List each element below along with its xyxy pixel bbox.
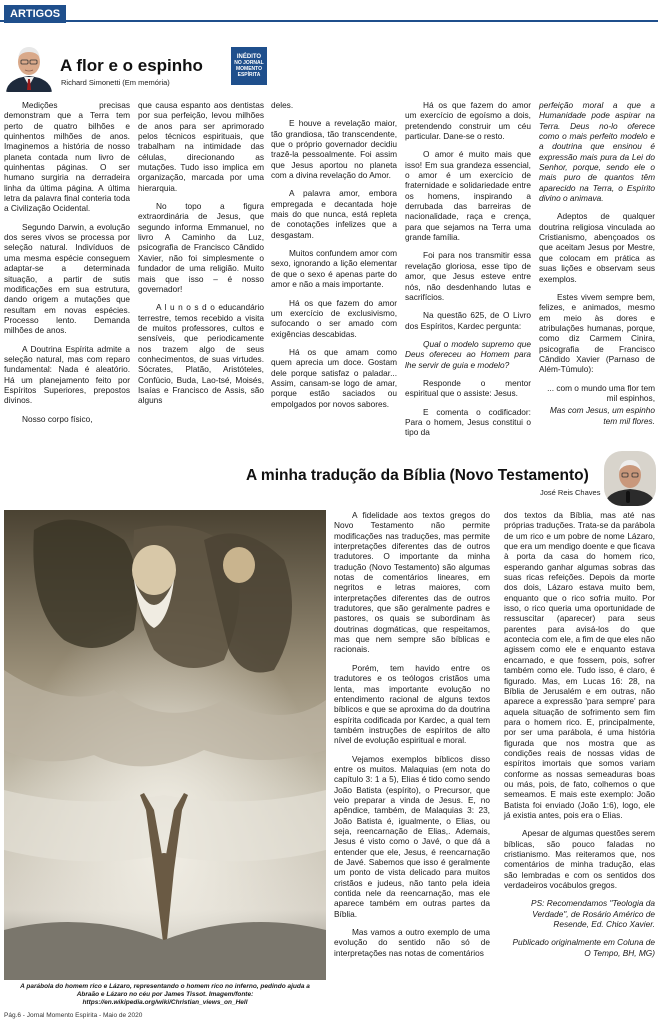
poem-line: Mas com Jesus, um espinho tem mil flores. [549,405,655,426]
painting-rich-man-and-lazarus [4,510,326,980]
paragraph: Adeptos de qualquer doutrina religiosa vinculada ao Cristianismo, abençoados os que aceitam Jesus por Mestre, que colocam em prática as suas lições e observam seus exemplos. [539,211,655,284]
author-photo-chaves [604,451,656,506]
article-column [271,100,397,417]
paragraph: Vejamos exemplos bíblicos disso entre os muitos. Malaquias (em nota do capítulo 3: 1 a 5), Elias é tido como sendo João Batista (espírito), o Precursor, que veio preparar a vinda de Jesus. E, no apêndice, também, de Malaquias 3: 23, João Batista é, igualmente, o Elias, ou seja, reencarnação de Elias,. Ademais, Jesus é visto como o Javé, o que dá a entender que ele, Jesus, é reencarnação de Javé. Sabemos que isso é geralmente um ponto de vista delicado para muitos cristãos e judeus, não tanto pela ideia contida nele da reencarnação, mas ele aparece também em outras partes da Bíblia. [334,753,490,919]
badge-line: INÉDITO [236,54,262,60]
paragraph: dos textos da Bíblia, mas até nas próprias traduções. Trata-se da parábola de um rico e um pobre de nome Lázaro, que era um mendigo doente e que ficava à porta da casa do homem rico, esperando ganhar algumas sobras das suas ricas refeições. Depois da morte dos dois, Lázaro estava muito bem, enquanto que o rico sofria muito. Por isso, o rico queria uma oportunidade de ressuscitar (aparecer) para seus parentes para avisá-los do que acontecia com ele, a fim de que eles não agissem como ele e enquanto estava encarnado, e que fossem, pois, sofrer também como ele. Tudo isso, é claro, é figurado. Mas, em Lucas 16: 28, na Bíblia de Jerusalém e em outras, não aparece a expressão 'para sempre' para aquela situação de sofrimento sem fim para o homem rico. E, principalmente, por ser uma parábola, é uma história figurada que nos mostra que as condições reais de nossas vidas de espíritos imortais que somos variam conforme as nossas semeaduras boas ou más, pois, de fato, colhemos o que semeamos. E mais este exemplo: João Batista foi enviado (João 1:6), logo, ele já existia antes, pois era o Elias. [504,510,655,820]
article-column [138,100,264,414]
paragraph: Porém, tem havido entre os tradutores e os teólogos cristãos uma lenta, mas importante evolução no entendimento racional de alguns textos bíblicos e que se aproxima do da doutrina espírita codificada por Kardec, a qual tem também instruções de espíritos de alto nível de evolução espiritual e moral. [334,662,490,746]
paragraph: Apesar de algumas questões serem bíblicas, são pouco faladas no cristianismo. Mas reiteramos que, nos comentários de minha tradução, elas são lembradas e com os sentidos dos verdadeiros vocábulos gregos. [504,828,655,891]
paragraph: E comenta o codificador: Para o homem, Jesus constitui o tipo da [405,406,531,438]
article-column [334,510,490,966]
paragraph: No topo a figura extraordinária de Jesus, que segundo informa Emmanuel, no livro A Caminho da Luz, psicografia de Francisco Cândido Xavier, não foi simplesmente o fundador de uma religião. Muito mais que isso – é nosso governador! [138,201,264,294]
article-column [405,100,531,446]
article-author: Richard Simonetti (Em memória) [61,78,170,87]
author-photo-simonetti [4,40,54,92]
paragraph: Medições precisas demonstram que a Terra tem perto de quatro bilhões e quinhentos milhões de anos. Imaginemos a história de nosso planeta contada num livro de quinhentas páginas. O ser humano surgiria na derradeira linha da última página. A última letra da palavra final conteria toda a Civilização Ocidental. [4,100,130,214]
section-tag: ARTIGOS [4,5,66,23]
publication-note: Publicado originalmente em Coluna de O Tempo, BH, MG) [512,937,655,958]
article-column [4,100,130,432]
paragraph: Nosso corpo físico, [22,413,93,424]
paragraph: Responde o mentor espiritual que o assiste: Jesus. [405,377,531,399]
paragraph: Há os que fazem do amor um exercício de exclusivismo, sufocando o ser amado com exigências descabidas. [271,297,397,339]
postscript: PS: Recomendamos "Teologia da Verdade", de Rosário Américo de Resende, Ed. Chico Xavier. [531,898,655,930]
paragraph: A l u n o s d o educandário terrestre, temos recebido a visita de muitos professores, cultos e sensíveis, que periodicamente nos trazem algo de seus conhecimentos, de suas virtudes. Sócrates, Platão, Aristóteles, Confúcio, Buda, Lao-tsé, Moisés, Isaías e Francisco de Assis, são alguns [138,302,264,406]
paragraph: Há os que amam como quem aprecia um doce. Gostam dele porque satisfaz o paladar... Assim, cansam-se logo de amar, porque estão saciados ou empolgados por novos sabores. [271,346,397,409]
paragraph: Segundo Darwin, a evolução dos seres vivos se processa por seleção natural. Indivíduos de uma mesma espécie conseguem adaptar-se a determinada situação, a partir de sutis modificações em sua estrutura, dando origem a mutações que resultam em novas espécies. Processo lento. Demanda milhões de anos. [4,221,130,336]
section-header-bar [0,0,658,22]
paragraph: Muitos confundem amor com sexo, ignorando a lição elementar de que o sexo é apenas parte do amor e não a mais importante. [271,248,397,290]
image-caption: A parábola do homem rico e Lázaro, representando o homem rico no inferno, pedindo ajuda a Abraão e Lázaro no céu por James Tissot. Imagem/fonte: https://en.wikipedia.org/wiki/Christian_views_on_Hell [20,983,310,1006]
article-title: A flor e o espinho [60,56,203,75]
paragraph: A palavra amor, embora empregada e decantada hoje mais do que nunca, está repleta de conotações infelizes que a desgastam. [271,188,397,240]
paragraph: Há os que fazem do amor um exercício de egoísmo a dois, pretendendo construir um céu particular. Dane-se o resto. [405,100,531,142]
paragraph: deles. [271,100,294,110]
badge-line: ESPÍRITA [237,72,261,78]
badge-line: MOMENTO [235,66,263,72]
paragraph: Mas vamos a outro exemplo de uma evolução do sentido não só de interpretações nas notas de comentários [334,927,490,958]
article-column [539,100,655,434]
poem-line: ... com o mundo uma flor tem mil espinhos, [547,382,655,403]
quoted-question: Qual o modelo supremo que Deus ofereceu ao Homem para lhe servir de guia e modelo? [405,338,531,370]
paragraph: Na questão 625, de O Livro dos Espíritos, Kardec pergunta: [405,310,531,331]
paragraph: A fidelidade aos textos gregos do Novo Testamento não permite modificações nas traduções, mas permite interpretações diferentes das de outros tradutores. O importante da minha tradução (Novo Testamento) são algumas notas de comentários lineares, em negritos e letras maiores, com interpretações diferentes das de outros tradutores, que são geralmente padres e pastores, os quais se subordinam às doutrinas dogmáticas, que respeitamos, mas que nem sempre são bíblicas e racionais. [334,510,490,655]
paragraph: que causa espanto aos dentistas por sua perfeição, levou milhões de anos para ser aprimorado pelos técnicos espirituais, que trabalham na intimidade das células, direcionando as mutações. Tudo isso implica em organização, marcada por uma hierarquia. [138,100,264,193]
unpublished-badge [231,47,267,85]
article-title: A minha tradução da Bíblia (Novo Testamento) [246,467,589,484]
paragraph: A Doutrina Espírita admite a seleção natural, mas com reparo fundamental: Nada é aleatório. Há um planejamento feito por Espíritos Superiores, prepostos divinos. [4,343,130,406]
paragraph: O amor é muito mais que isso! Em sua grandeza essencial, o amor é um exercício de fraternidade e solidariedade entre os homens, inspirando a derrubada das barreiras de nacionalidade, raça e crença, para que sejamos na Terra uma grande família. [405,149,531,243]
paragraph: Foi para nos transmitir essa revelação gloriosa, esse tipo de amor, que Jesus esteve entre nós, não desdenhando lutas e sacrifícios. [405,250,531,302]
article-column [504,510,655,966]
paragraph: Estes vivem sempre bem, felizes, e animados, mesmo em meio às dores e atribulações humanas, porque, como diz Carmem Cinira, psicografia de Francisco Cândido Xavier (Parnaso de Além-Túmulo): [539,291,655,375]
page-footer: Pág.6 - Jornal Momento Espírita - Maio de 2020 [4,1012,143,1019]
paragraph: E houve a revelação maior, tão grandiosa, tão transcendente, que o próprio governador decidiu trazê-la pessoalmente. Foi assim que Jesus aportou no planeta com a divina revelação do Amor. [271,118,397,181]
badge-line: NO JORNAL [234,60,264,66]
quoted-answer: perfeição moral a que a Humanidade pode aspirar na Terra. Deus no-lo oferece como o mais perfeito modelo e a doutrina que ensinou é expressão mais pura da Lei do Senhor, porque, sendo ele o mais puro de quantos têm aparecido na Terra, o Espírito divino o animava. [539,100,655,204]
article-author: José Reis Chaves [540,488,601,497]
